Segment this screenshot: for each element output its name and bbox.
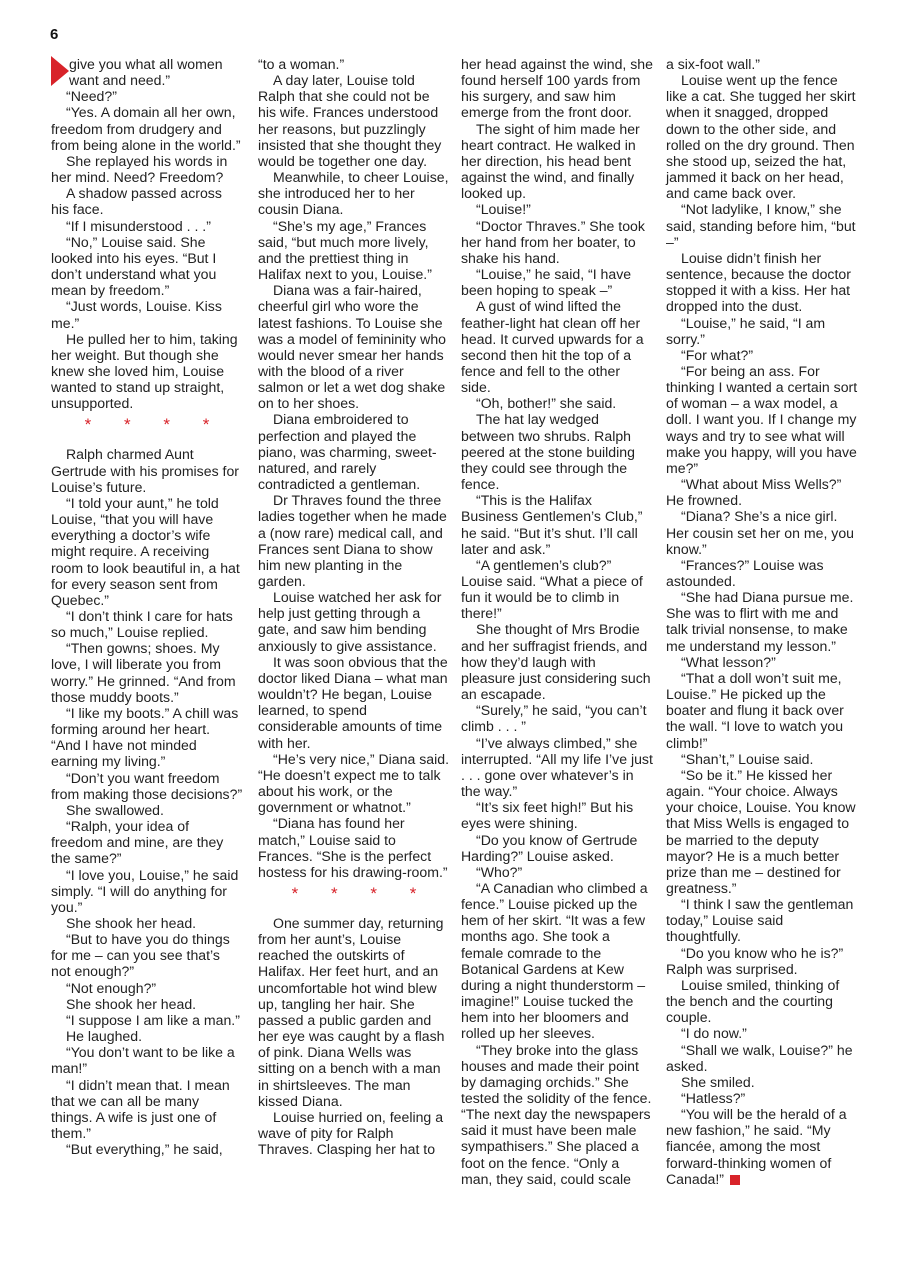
paragraph: “If I misunderstood . . .” bbox=[66, 217, 211, 234]
paragraph: “Doctor Thraves.” She took her hand from her boater, to shake his hand. bbox=[461, 217, 645, 266]
paragraph: “Don’t you want freedom from making those decisions?” bbox=[51, 769, 243, 802]
paragraph: “I think I saw the gentleman today,” Louise said thoughtfully. bbox=[666, 896, 854, 945]
paragraph: “I’ve always climbed,” she interrupted. “All my life I’ve just . . . gone over whatever’s in the way.” bbox=[461, 734, 653, 800]
paragraph: Diana was a fair-haired, cheerful girl who wore the latest fashions. To Louise she was a model of femininity who would never smear her hands with the blood of a river salmon or let a wet dog shake on to her shoes. bbox=[258, 282, 447, 412]
paragraph: Meanwhile, to cheer Louise, she introduced her to her cousin Diana. bbox=[258, 169, 449, 218]
paragraph: A day later, Louise told Ralph that she could not be his wife. Frances understood her reasons, but puzzlingly insisted that she thought they would be together one day. bbox=[258, 72, 442, 169]
paragraph: “I do now.” bbox=[681, 1025, 747, 1042]
paragraph: A shadow passed across his face. bbox=[51, 185, 222, 218]
section-separator: * * * * bbox=[291, 883, 431, 903]
paragraph: A gust of wind lifted the feather-light hat clean off her head. It curved upwards for a second then hit the top of a fence and fell to the other side. bbox=[461, 298, 644, 396]
paragraph: “He’s very nice,” Diana said. “He doesn’t expect me to talk about his work, or the government or whatnot.” bbox=[258, 750, 449, 816]
paragraph: “A gentlemen’s club?” Louise said. “What a piece of fun it would be to climb in there!” bbox=[461, 556, 643, 622]
paragraph: He pulled her to him, taking her weight. But though she knew she loved him, Louise wanted to stand up straight, unsupported. bbox=[51, 330, 238, 412]
paragraph: give you what all women want and need.” bbox=[69, 56, 223, 89]
paragraph: “You don’t want to be like a man!” bbox=[51, 1044, 235, 1077]
article-column-1 bbox=[51, 56, 243, 1157]
paragraph: “It’s six feet high!” But his eyes were shining. bbox=[461, 799, 634, 832]
paragraph: “Frances?” Louise was astounded. bbox=[666, 556, 824, 589]
paragraph: She swallowed. bbox=[66, 801, 164, 818]
paragraph: Ralph charmed Aunt Gertrude with his promises for Louise’s future. bbox=[51, 446, 239, 495]
paragraph: “She’s my age,” Frances said, “but much more lively, and the prettiest thing in Halifax next to you, Louise.” bbox=[258, 217, 432, 283]
paragraph: “But everything,” he said, bbox=[66, 1141, 223, 1158]
paragraph: One summer day, returning from her aunt’s, Louise reached the outskirts of Halifax. Her feet hurt, and an uncomfortable hot wind blew up, tangling her hair. She passed a public garden and her eye was caught by a flash of pink. Diana Wells was sitting on a bench with a man in shirtsleeves. The man kissed Diana. bbox=[258, 914, 445, 1109]
paragraph: “That a doll won’t suit me, Louise.” He picked up the boater and flung it back over the wall. “I love to watch you climb!” bbox=[666, 669, 844, 751]
paragraph: “I like my boots.” A chill was forming around her heart. “And I have not minded earning my living.” bbox=[51, 704, 239, 770]
paragraph: “She had Diana pursue me. She was to flirt with me and talk trivial nonsense, to make me understand my lesson.” bbox=[666, 589, 854, 654]
paragraph: “Louise,” he said, “I am sorry.” bbox=[666, 314, 826, 347]
paragraph: a six-foot wall.” bbox=[666, 56, 760, 72]
paragraph: She shook her head. bbox=[66, 995, 197, 1012]
paragraph: “Need?” bbox=[66, 88, 117, 105]
paragraph: “I love you, Louise,” he said simply. “I will do anything for you.” bbox=[51, 866, 239, 915]
paragraph: Louise didn’t finish her sentence, because the doctor stopped it with a kiss. Her hat dropped into the dust. bbox=[666, 249, 851, 315]
paragraph: She replayed his words in her mind. Need? Freedom? bbox=[51, 152, 228, 186]
paragraph: “Ralph, your idea of freedom and mine, are they the same?” bbox=[51, 818, 224, 867]
paragraph: “Then gowns; shoes. My love, I will liberate you from worry.” He grinned. “And from those muddy boots.” bbox=[51, 640, 236, 705]
paragraph: “Louise,” he said, “I have been hoping to speak –” bbox=[461, 266, 632, 299]
paragraph: “Not ladylike, I know,” she said, standing before him, “but –” bbox=[666, 201, 856, 250]
paragraph: He laughed. bbox=[66, 1028, 143, 1045]
paragraph: “What about Miss Wells?” He frowned. bbox=[666, 476, 842, 509]
paragraph: “I didn’t mean that. I mean that we can all be many things. A wife is just one of them.” bbox=[51, 1076, 230, 1141]
paragraph: She shook her head. bbox=[66, 914, 197, 931]
paragraph: “Not enough?” bbox=[66, 979, 157, 996]
paragraph: “They broke into the glass houses and made their point by damaging orchids.” She tested the solidity of the fence. “The next day the newspapers said it must have been male sympathisers.” She placed a foot on the fence. “Only a man, they said, could scale bbox=[461, 1041, 652, 1187]
paragraph: “For being an ass. For thinking I wanted a certain sort of woman – a wax model, a doll. I want you. If I change my ways and try to see what will make you happy, will you have me?” bbox=[666, 362, 858, 476]
paragraph: The hat lay wedged between two shrubs. Ralph peered at the stone building they could see through the fence. bbox=[461, 411, 635, 493]
paragraph: “But to have you do things for me – can you see that’s not enough?” bbox=[51, 931, 230, 980]
paragraph: “Shan’t,” Louise said. bbox=[681, 750, 814, 767]
paragraph: her head against the wind, she found herself 100 yards from his surgery, and saw him emerge from the front door. bbox=[461, 56, 653, 121]
paragraph bbox=[666, 1106, 858, 1187]
section-separator: * * * * bbox=[84, 415, 224, 435]
paragraph: Louise went up the fence like a cat. She tugged her skirt when it snagged, dropped down to the other side, and rolled on the dry ground. Then she stood up, seized the hat, jammed it back on her head, and came back over. bbox=[666, 72, 856, 202]
article-column-4 bbox=[666, 56, 858, 1187]
paragraph-text: “You will be the herald of a new fashion,” he said. “My fiancée, among the most forward-thinking women of Canada!” bbox=[666, 1106, 847, 1187]
paragraph: “I suppose I am like a man.” bbox=[66, 1011, 240, 1028]
paragraph: “Surely,” he said, “you can’t climb . . . ” bbox=[461, 702, 647, 735]
paragraph: “Shall we walk, Louise?” he asked. bbox=[666, 1041, 853, 1074]
paragraph: Diana embroidered to perfection and played the piano, was charming, sweet-natured, and rarely contradicted a gentleman. bbox=[258, 411, 437, 493]
paragraph: “Who?” bbox=[476, 863, 523, 880]
article-column-3 bbox=[461, 56, 653, 1187]
paragraph: “No,” Louise said. She looked into his eyes. “But I don’t understand what you mean by freedom.” bbox=[51, 233, 217, 299]
paragraph: Louise smiled, thinking of the bench and the courting couple. bbox=[666, 976, 840, 1026]
paragraph: “Just words, Louise. Kiss me.” bbox=[51, 298, 222, 331]
paragraph: “Diana? She’s a nice girl. Her cousin set her on me, you know.” bbox=[666, 508, 855, 557]
paragraph: She smiled. bbox=[681, 1073, 755, 1090]
paragraph: “I don’t think I care for hats so much,” Louise replied. bbox=[51, 608, 233, 641]
paragraph: It was soon obvious that the doctor liked Diana – what man wouldn’t? He began, Louise learned, to spend considerable amounts of time with her. bbox=[258, 653, 448, 751]
paragraph: “This is the Halifax Business Gentlemen’s Club,” he said. “But it’s shut. I’ll call later and ask.” bbox=[461, 492, 643, 557]
paragraph: Dr Thraves found the three ladies together when he made a (now rare) medical call, and Frances sent Diana to show him new planting in the garden. bbox=[258, 492, 447, 589]
paragraph: She thought of Mrs Brodie and her suffragist friends, and how they’d laugh with pleasure just considering such an escapade. bbox=[461, 621, 651, 703]
paragraph: “Hatless?” bbox=[681, 1090, 746, 1106]
paragraph: Louise watched her ask for help just getting through a gate, and saw him bending anxiously to give assistance. bbox=[258, 589, 442, 654]
paragraph: “Louise!” bbox=[476, 201, 531, 218]
paragraph: “Oh, bother!” she said. bbox=[476, 395, 617, 412]
page-number: 6 bbox=[50, 26, 59, 43]
end-of-story-icon bbox=[730, 1175, 740, 1185]
paragraph: “What lesson?” bbox=[681, 653, 776, 670]
paragraph: “to a woman.” bbox=[258, 56, 345, 72]
paragraph: “Diana has found her match,” Louise said to Frances. “She is the perfect hostess for his drawing-room.” bbox=[258, 815, 448, 880]
paragraph: “Do you know of Gertrude Harding?” Louise asked. bbox=[461, 831, 638, 864]
paragraph: “So be it.” He kissed her again. “Your choice. Always your choice, Louise. You know that Miss Wells is engaged to be married to the deputy mayor? He is a much better prize than me – destined for greatness.” bbox=[666, 766, 856, 896]
paragraph: Louise hurried on, feeling a wave of pity for Ralph Thraves. Clasping her hat to bbox=[258, 1108, 444, 1158]
paragraph: “Do you know who he is?” Ralph was surprised. bbox=[666, 944, 844, 977]
paragraph: “I told your aunt,” he told Louise, “that you will have everything a doctor’s wife might require. A receiving room to look beautiful in, a hat for every season sent from Quebec.” bbox=[51, 494, 240, 608]
paragraph: “For what?” bbox=[681, 346, 754, 363]
article-column-2 bbox=[258, 56, 450, 1157]
paragraph: The sight of him made her heart contract. He walked in her direction, his head bent against the wind, and finally looked up. bbox=[461, 120, 640, 202]
paragraph: “Yes. A domain all her own, freedom from drudgery and from being alone in the world.” bbox=[51, 104, 241, 153]
paragraph: “A Canadian who climbed a fence.” Louise picked up the hem of her skirt. “It was a few months ago. She took a female comrade to the Botanical Gardens at Kew during a night thunderstorm – imagine!” Louise tucked the hem into her bloomers and rolled up her sleeves. bbox=[461, 879, 648, 1042]
